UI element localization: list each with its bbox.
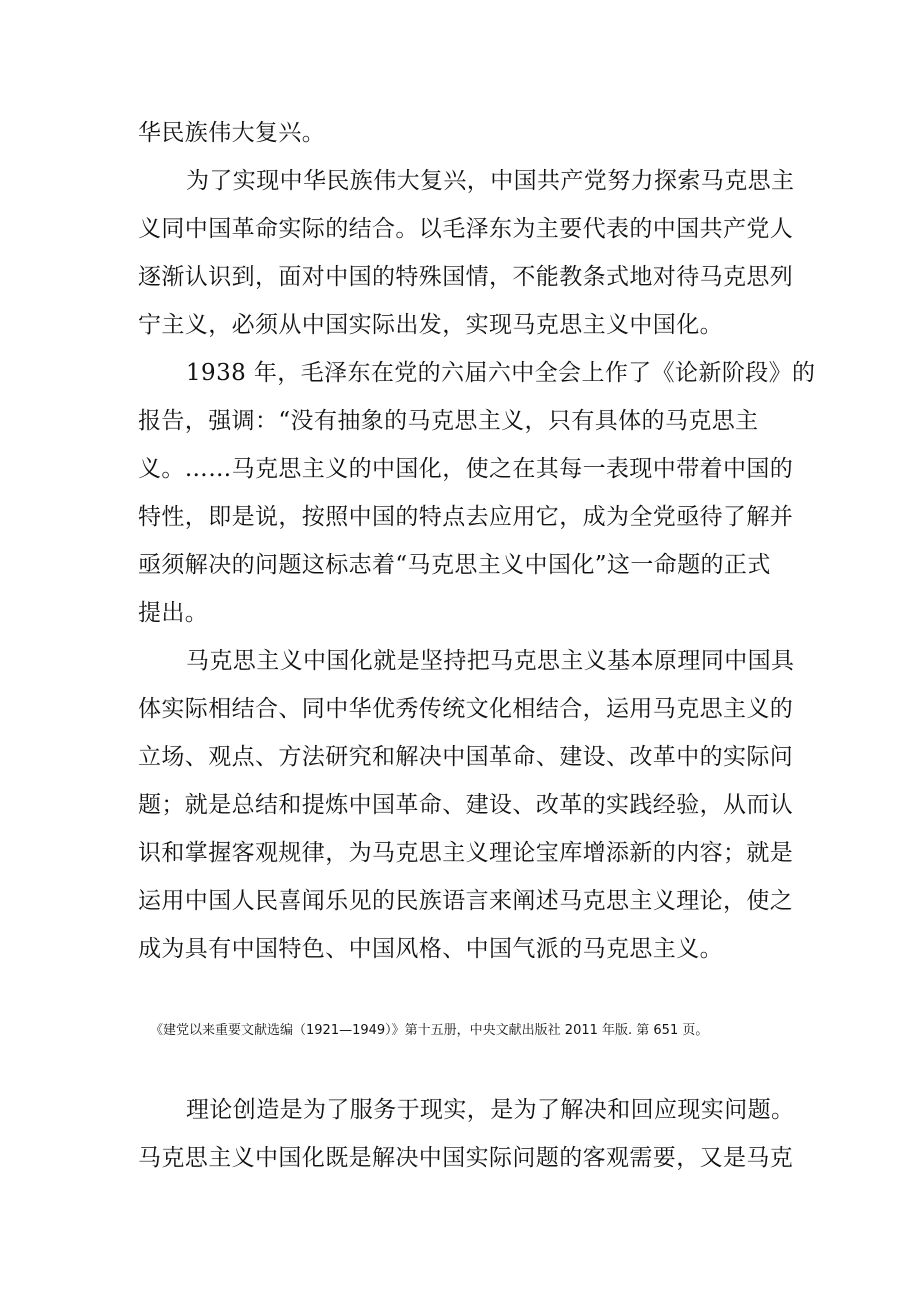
paragraph-line: 题；就是总结和提炼中国革命、建设、改革的实践经验，从而认 <box>138 792 794 818</box>
paragraph-line: 义。……马克思主义的中国化，使之在其每一表现中带着中国的 <box>138 456 794 482</box>
paragraph-line: 马克思主义中国化就是坚持把马克思主义基本原理同中国具 <box>186 648 795 674</box>
paragraph-line: 义同中国革命实际的结合。以毛泽东为主要代表的中国共产党人 <box>138 216 794 242</box>
paragraph-line: 识和掌握客观规律，为马克思主义理论宝库增添新的内容；就是 <box>138 840 794 866</box>
paragraph-line: 华民族伟大复兴。 <box>138 120 326 146</box>
paragraph-line: 体实际相结合、同中华优秀传统文化相结合，运用马克思主义的 <box>138 696 794 722</box>
paragraph-line: 宁主义，必须从中国实际出发，实现马克思主义中国化。 <box>138 312 723 338</box>
paragraph-line: 提出。 <box>138 600 209 626</box>
paragraph-line: 逐渐认识到，面对中国的特殊国情，不能教条式地对待马克思列 <box>138 264 794 290</box>
paragraph-line: 为了实现中华民族伟大复兴，中国共产党努力探索马克思主 <box>186 168 795 194</box>
paragraph-line: 理论创造是为了服务于现实，是为了解决和回应现实问题。 <box>186 1097 795 1123</box>
footnote: 《建党以来重要文献选编（1921—1949）》第十五册，中央文献出版社 2011 年版. 第 651 页。 <box>150 1023 709 1038</box>
paragraph-line: 报告，强调：“没有抽象的马克思主义，只有具体的马克思主 <box>138 408 759 434</box>
paragraph-line: 运用中国人民喜闻乐见的民族语言来阐述马克思主义理论，使之 <box>138 888 794 914</box>
paragraph-line: 特性，即是说，按照中国的特点去应用它，成为全党亟待了解并 <box>138 504 794 530</box>
paragraph-line: 马克思主义中国化既是解决中国实际问题的客观需要，又是马克 <box>138 1145 794 1171</box>
paragraph-line: 成为具有中国特色、中国风格、中国气派的马克思主义。 <box>138 936 723 962</box>
paragraph-line: 1938 年，毛泽东在党的六届六中全会上作了《论新阶段》的 <box>186 360 816 386</box>
paragraph-line: 立场、观点、方法研究和解决中国革命、建设、改革中的实际问 <box>138 744 794 770</box>
paragraph-line: 亟须解决的问题这标志着“马克思主义中国化”这一命题的正式 <box>138 552 771 578</box>
